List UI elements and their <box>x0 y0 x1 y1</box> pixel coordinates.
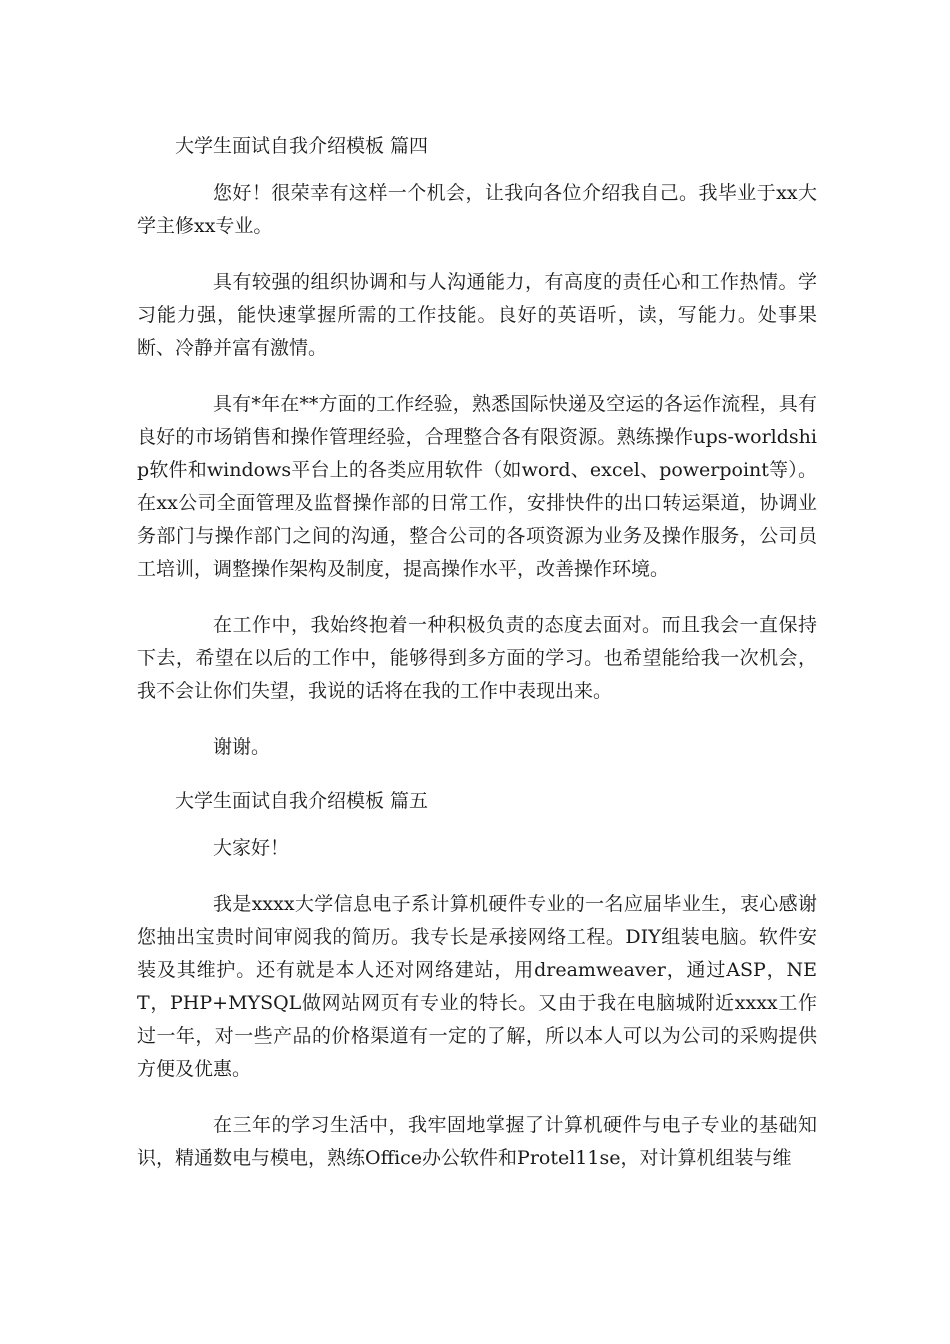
document-body <box>137 130 817 1198</box>
paragraph: 在工作中，我始终抱着一种积极负责的态度去面对。而且我会一直保持下去，希望在以后的工作中，能够得到多方面的学习。也希望能给我一次机会，我不会让你们失望，我说的话将在我的工作中表现出来。 <box>137 614 817 702</box>
paragraph: 具有*年在**方面的工作经验，熟悉国际快递及空运的各运作流程，具有良好的市场销售和操作管理经验，合理整合各有限资源。熟练操作ups-worldship软件和windows平台上的各类应用软件（如word、excel、powerpoint等）。在xx公司全面管理及监督操作部的日常工作，安排快件的出口转运渠道，协调业务部门与操作部门之间的沟通，整合公司的各项资源为业务及操作服务，公司员工培训，调整操作架构及制度，提高操作水平，改善操作环境。 <box>137 393 817 580</box>
paragraph: 您好！很荣幸有这样一个机会，让我向各位介绍我自己。我毕业于xx大学主修xx专业。 <box>137 182 817 237</box>
paragraph: 大家好！ <box>213 837 290 859</box>
paragraph: 在三年的学习生活中，我牢固地掌握了计算机硬件与电子专业的基础知识，精通数电与模电，熟练Office办公软件和Protel11se，对计算机组装与维 <box>137 1114 817 1169</box>
section-heading: 大学生面试自我介绍模板 篇五 <box>175 790 429 812</box>
paragraph: 我是xxxx大学信息电子系计算机硬件专业的一名应届毕业生，衷心感谢您抽出宝贵时间审阅我的简历。我专长是承接网络工程。DIY组装电脑。软件安装及其维护。还有就是本人还对网络建站，用dreamweaver，通过ASP，NET，PHP+MYSQL做网站网页有专业的特长。又由于我在电脑城附近xxxx工作过一年，对一些产品的价格渠道有一定的了解，所以本人可以为公司的采购提供方便及优惠。 <box>137 893 817 1080</box>
paragraph: 具有较强的组织协调和与人沟通能力，有高度的责任心和工作热情。学习能力强，能快速掌握所需的工作技能。良好的英语听，读，写能力。处事果断、冷静并富有激情。 <box>137 271 817 359</box>
paragraph: 谢谢。 <box>213 736 271 758</box>
section-heading: 大学生面试自我介绍模板 篇四 <box>175 135 429 157</box>
